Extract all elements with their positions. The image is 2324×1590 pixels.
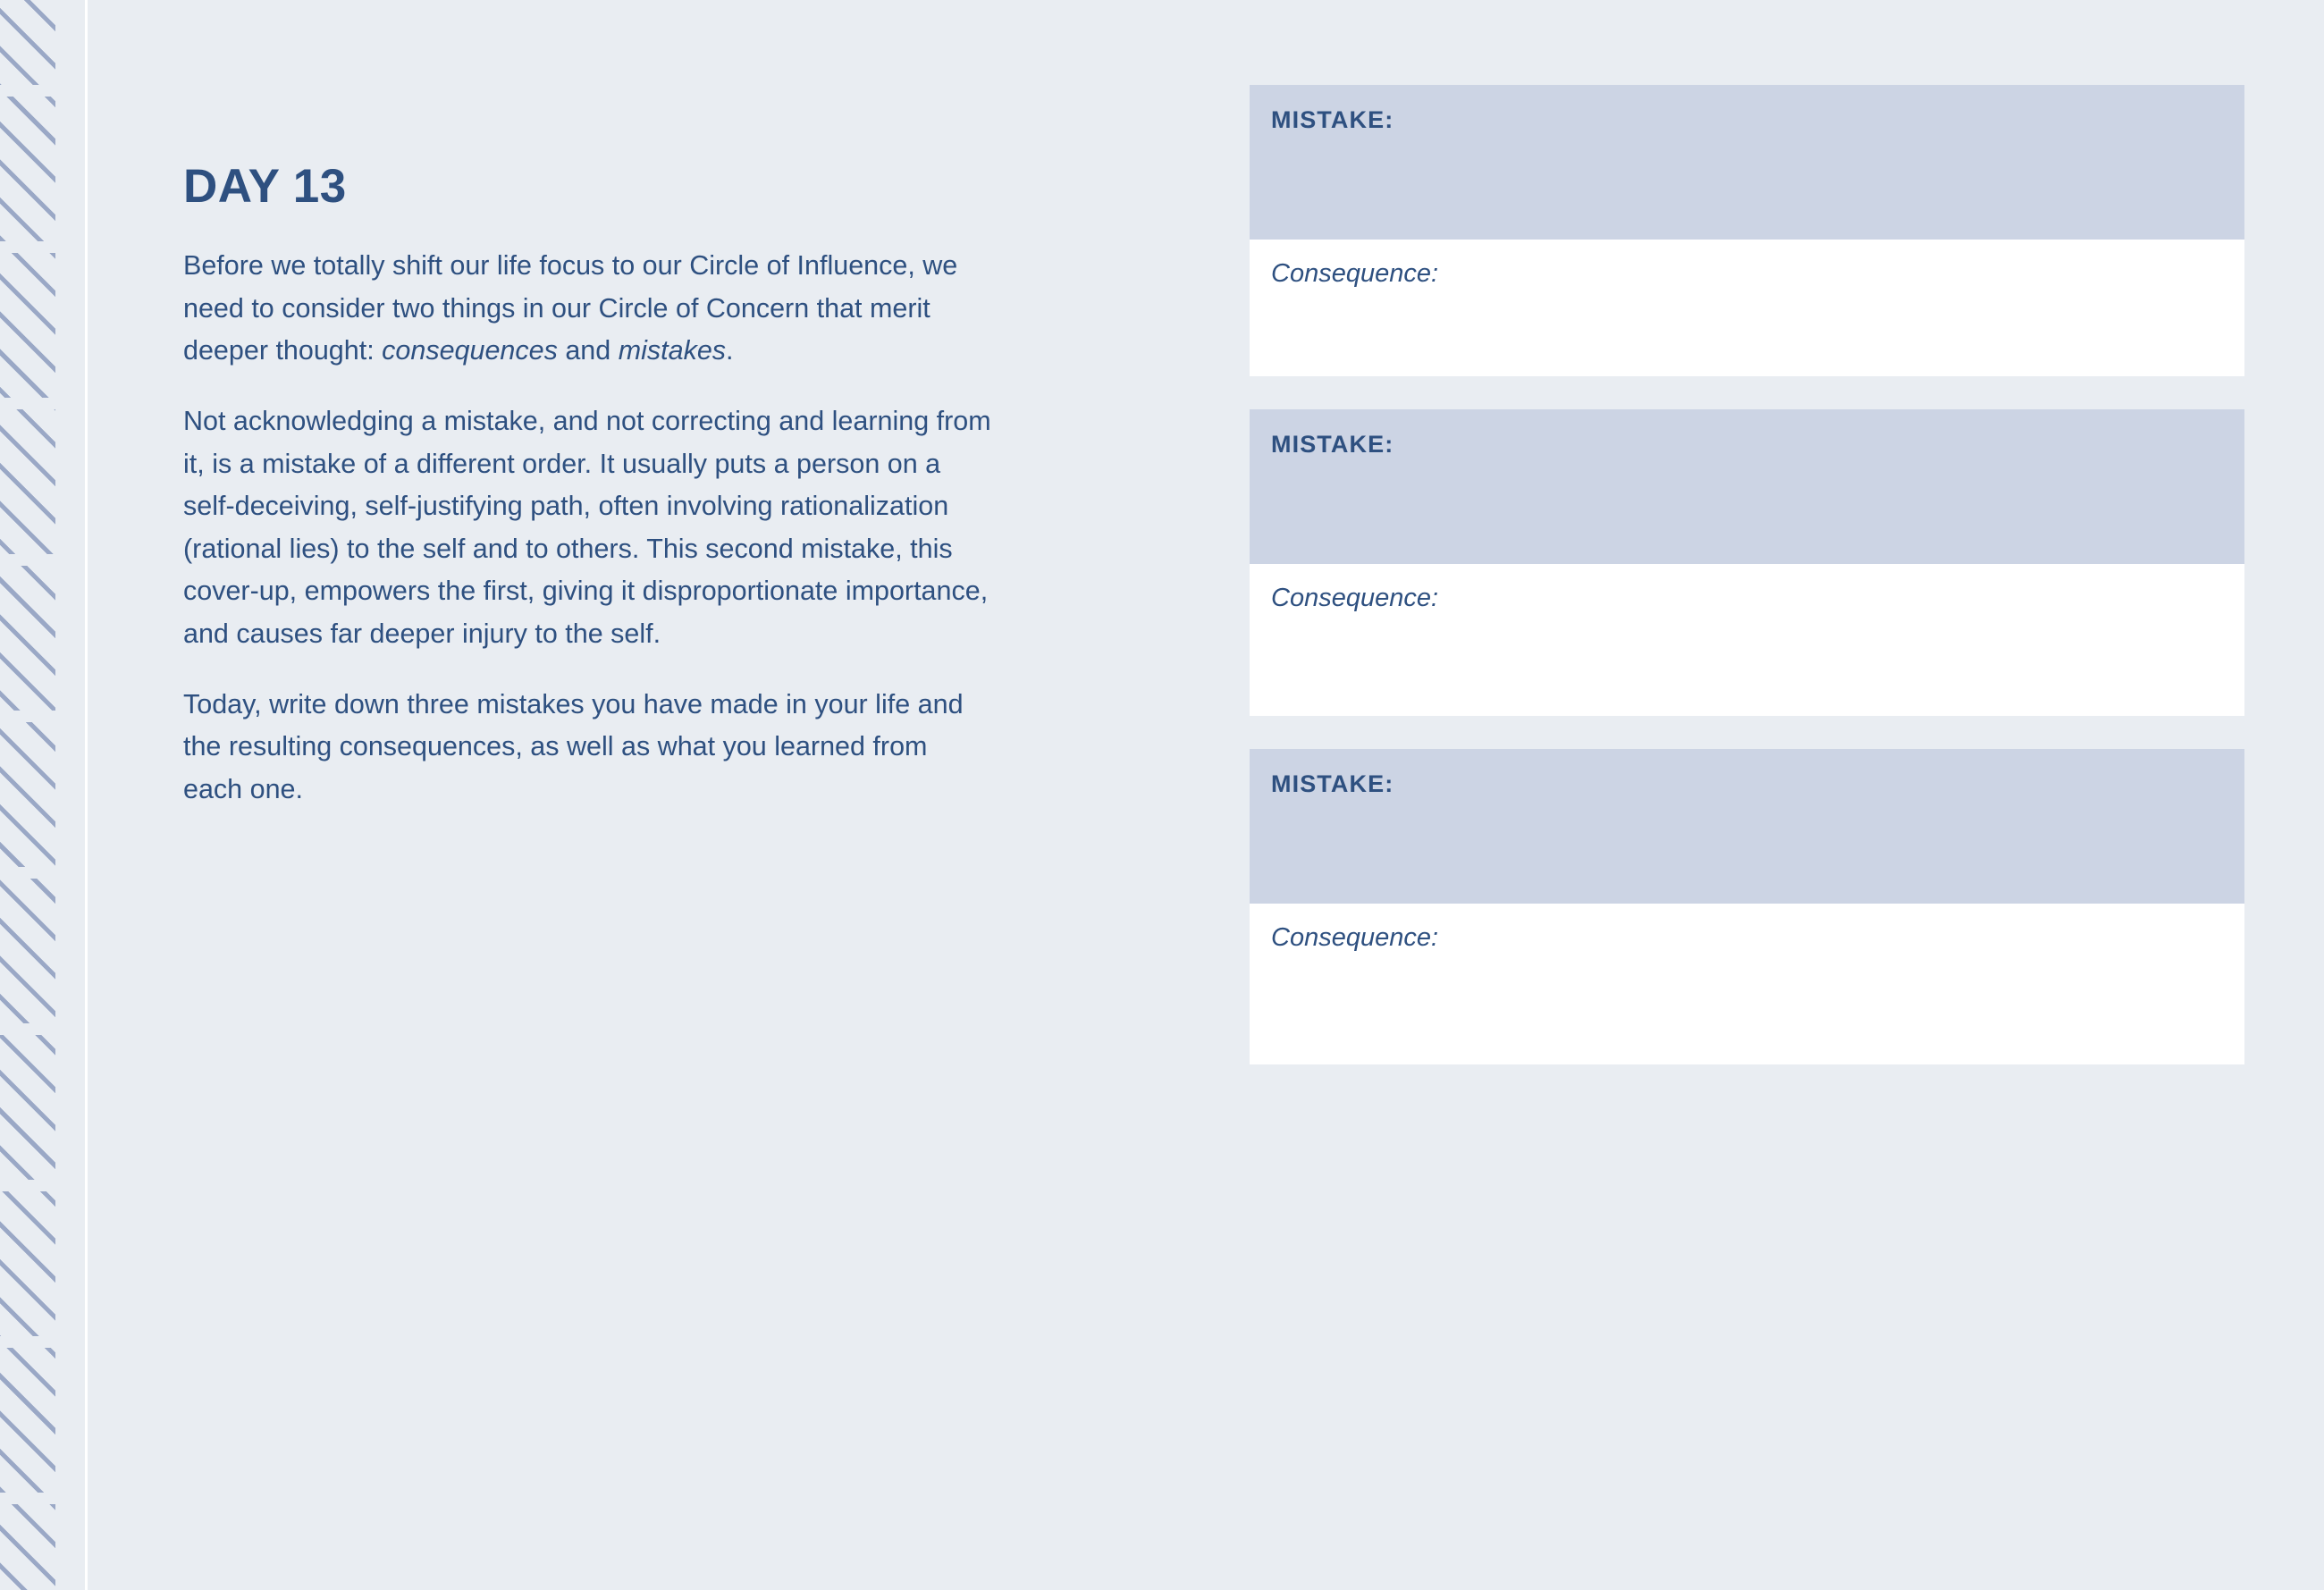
consequence-input-2[interactable] [1250, 564, 2244, 716]
entry-2 [1250, 409, 2244, 716]
emphasis-text: mistakes [618, 335, 727, 366]
entry-3 [1250, 749, 2244, 1064]
worksheet-entries [1250, 85, 2244, 1064]
mistake-input-2[interactable] [1250, 409, 2244, 564]
mistake-label-1: MISTAKE: [1271, 106, 1394, 133]
mistake-label-3: MISTAKE: [1271, 770, 1394, 797]
consequence-input-3[interactable] [1250, 904, 2244, 1064]
mistake-input-3[interactable] [1250, 749, 2244, 904]
entry-1 [1250, 85, 2244, 376]
paragraph-1 [183, 245, 992, 373]
paragraph-2 [183, 400, 992, 655]
page-title: DAY 13 [183, 160, 347, 213]
paragraph-3 [183, 684, 992, 812]
body-text: Before we totally shift our life focus to our Circle of Influence, we need to consider two things in our Circle of Concern that merit deeper thought: [183, 250, 958, 366]
consequence-label-3: Consequence: [1271, 923, 1439, 952]
body-text: Today, write down three mistakes you have made in your life and the resulting consequences, as well as what you learned from each one. [183, 688, 964, 804]
text-column [183, 161, 1015, 811]
mistake-label-2: MISTAKE: [1271, 431, 1394, 458]
stripe-band-divider [85, 0, 88, 1590]
stripe-band-right-mask [55, 0, 85, 1590]
consequence-label-1: Consequence: [1271, 259, 1439, 288]
body-text: . [726, 335, 734, 366]
consequence-label-2: Consequence: [1271, 584, 1439, 612]
body-text: Not acknowledging a mistake, and not correcting and learning from it, is a mistake of a different order. It usually puts a person on a self-deceiving, self-justifying path, often involving rationalization (rational lies) to the self and to others. This second mistake, this cover-up, empowers the first, giving it disproportionate importance, and causes far deeper injury to the self. [183, 406, 991, 649]
emphasis-text: consequences [382, 335, 558, 366]
consequence-input-1[interactable] [1250, 240, 2244, 376]
mistake-input-1[interactable] [1250, 85, 2244, 240]
body-text: and [557, 335, 619, 366]
decorative-stripe-band [0, 0, 85, 1590]
